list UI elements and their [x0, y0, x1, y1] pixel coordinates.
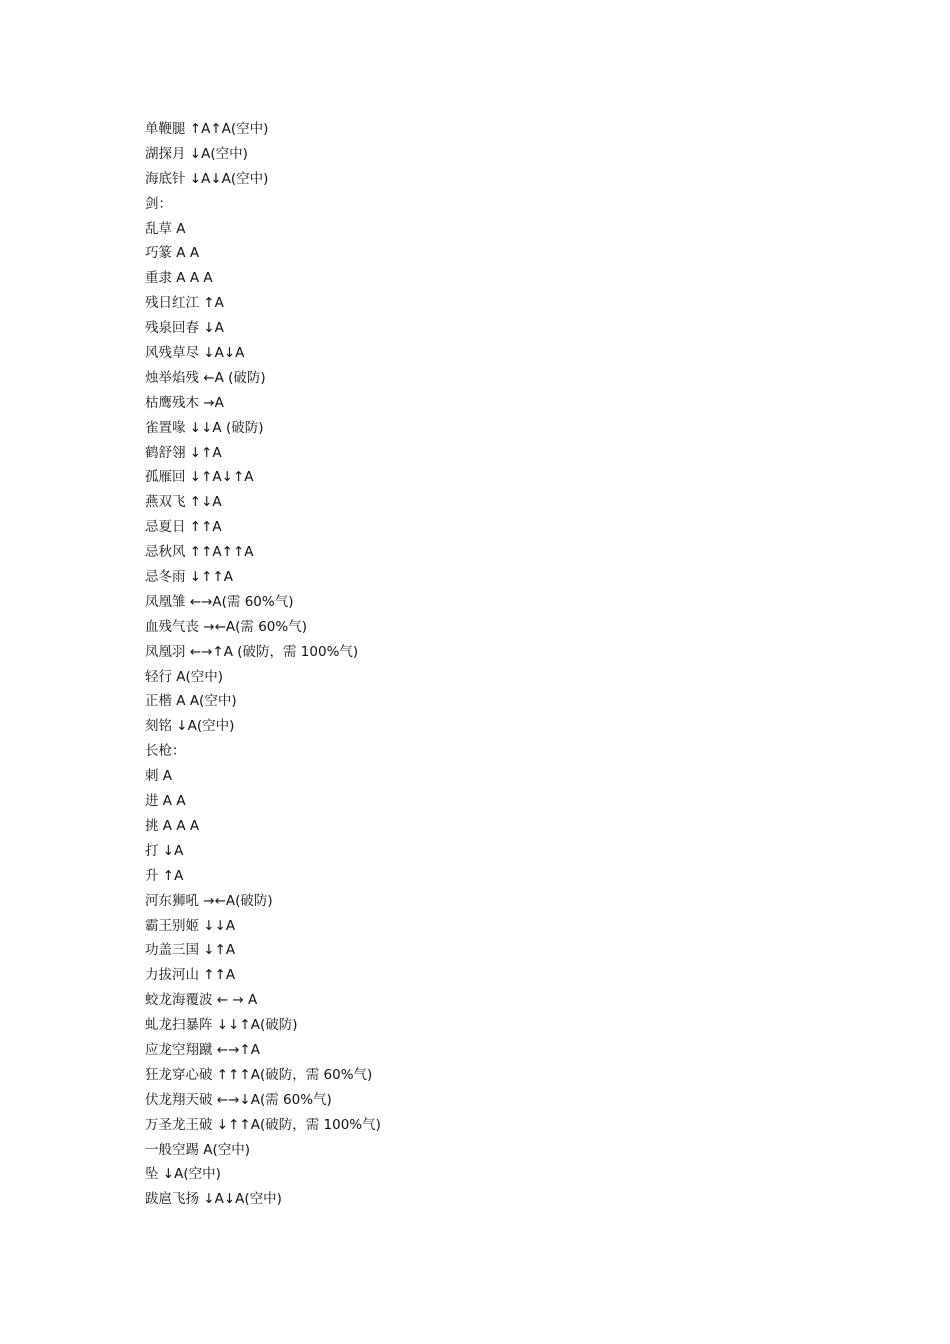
text-line: 雀置喙 ↓↓A (破防) — [145, 419, 264, 436]
section-heading-sword: 剑： — [145, 195, 172, 212]
text-line: 海底针 ↓A↓A(空中) — [145, 170, 269, 187]
text-line: 凤凰羽 ←→↑A (破防，需 100%气) — [145, 643, 359, 660]
text-line: 烛举焰残 ←A (破防) — [145, 369, 266, 386]
text-line: 河东狮吼 →←A(破防) — [145, 892, 273, 909]
text-line: 力拔河山 ↑↑A — [145, 967, 236, 984]
text-line: 万圣龙王破 ↓↑↑A(破防，需 100%气) — [145, 1116, 381, 1133]
text-line: 忌冬雨 ↓↑↑A — [145, 569, 233, 586]
text-line: 功盖三国 ↓↑A — [145, 942, 236, 959]
text-line: 风残草尽 ↓A↓A — [145, 345, 245, 362]
text-line: 单鞭腿 ↑A↑A(空中) — [145, 121, 269, 137]
document-page — [145, 117, 905, 1212]
text-line: 应龙空翔蹴 ←→↑A — [145, 1041, 260, 1058]
text-line: 巧篆 A A — [145, 245, 200, 262]
text-line: 正楷 A A(空中) — [145, 693, 237, 710]
text-line: 凤凰雏 ←→A(需 60%气) — [145, 593, 294, 610]
text-line: 燕双飞 ↑↓A — [145, 494, 222, 511]
text-line: 霸王别姬 ↓↓A — [145, 917, 236, 934]
text-line: 进 A A — [145, 793, 186, 810]
text-line: 鹤舒翎 ↓↑A — [145, 444, 222, 461]
text-line: 枯鹰残木 →A — [145, 394, 224, 411]
text-line: 忌秋风 ↑↑A↑↑A — [145, 544, 254, 561]
text-line: 蛟龙海覆波 ← → A — [145, 992, 258, 1009]
text-line: 残泉回春 ↓A — [145, 320, 224, 337]
text-line: 血残气丧 →←A(需 60%气) — [145, 618, 307, 635]
text-line: 孤雁回 ↓↑A↓↑A — [145, 469, 254, 486]
text-line: 虬龙扫暴阵 ↓↓↑A(破防) — [145, 1017, 298, 1034]
text-line: 轻行 A(空中) — [145, 668, 224, 685]
section-heading-spear: 长枪： — [145, 743, 186, 760]
text-line: 残日红江 ↑A — [145, 295, 224, 312]
text-line: 狂龙穿心破 ↑↑↑A(破防，需 60%气) — [145, 1066, 373, 1083]
text-line: 坠 ↓A(空中) — [145, 1166, 221, 1183]
text-line: 挑 A A A — [145, 817, 200, 834]
text-line: 忌夏日 ↑↑A — [145, 519, 222, 536]
text-line: 刺 A — [145, 768, 173, 785]
text-line: 打 ↓A — [145, 842, 184, 859]
text-line: 湖探月 ↓A(空中) — [145, 145, 248, 162]
text-line: 刻铭 ↓A(空中) — [145, 718, 235, 735]
text-line: 一般空踢 A(空中) — [145, 1141, 251, 1158]
text-line: 重隶 A A A — [145, 270, 213, 287]
text-line: 升 ↑A — [145, 867, 184, 884]
text-line: 伏龙翔天破 ←→↓A(需 60%气) — [145, 1091, 332, 1108]
text-line: 乱草 A — [145, 220, 186, 237]
text-line: 跋扈飞扬 ↓A↓A(空中) — [145, 1191, 282, 1208]
